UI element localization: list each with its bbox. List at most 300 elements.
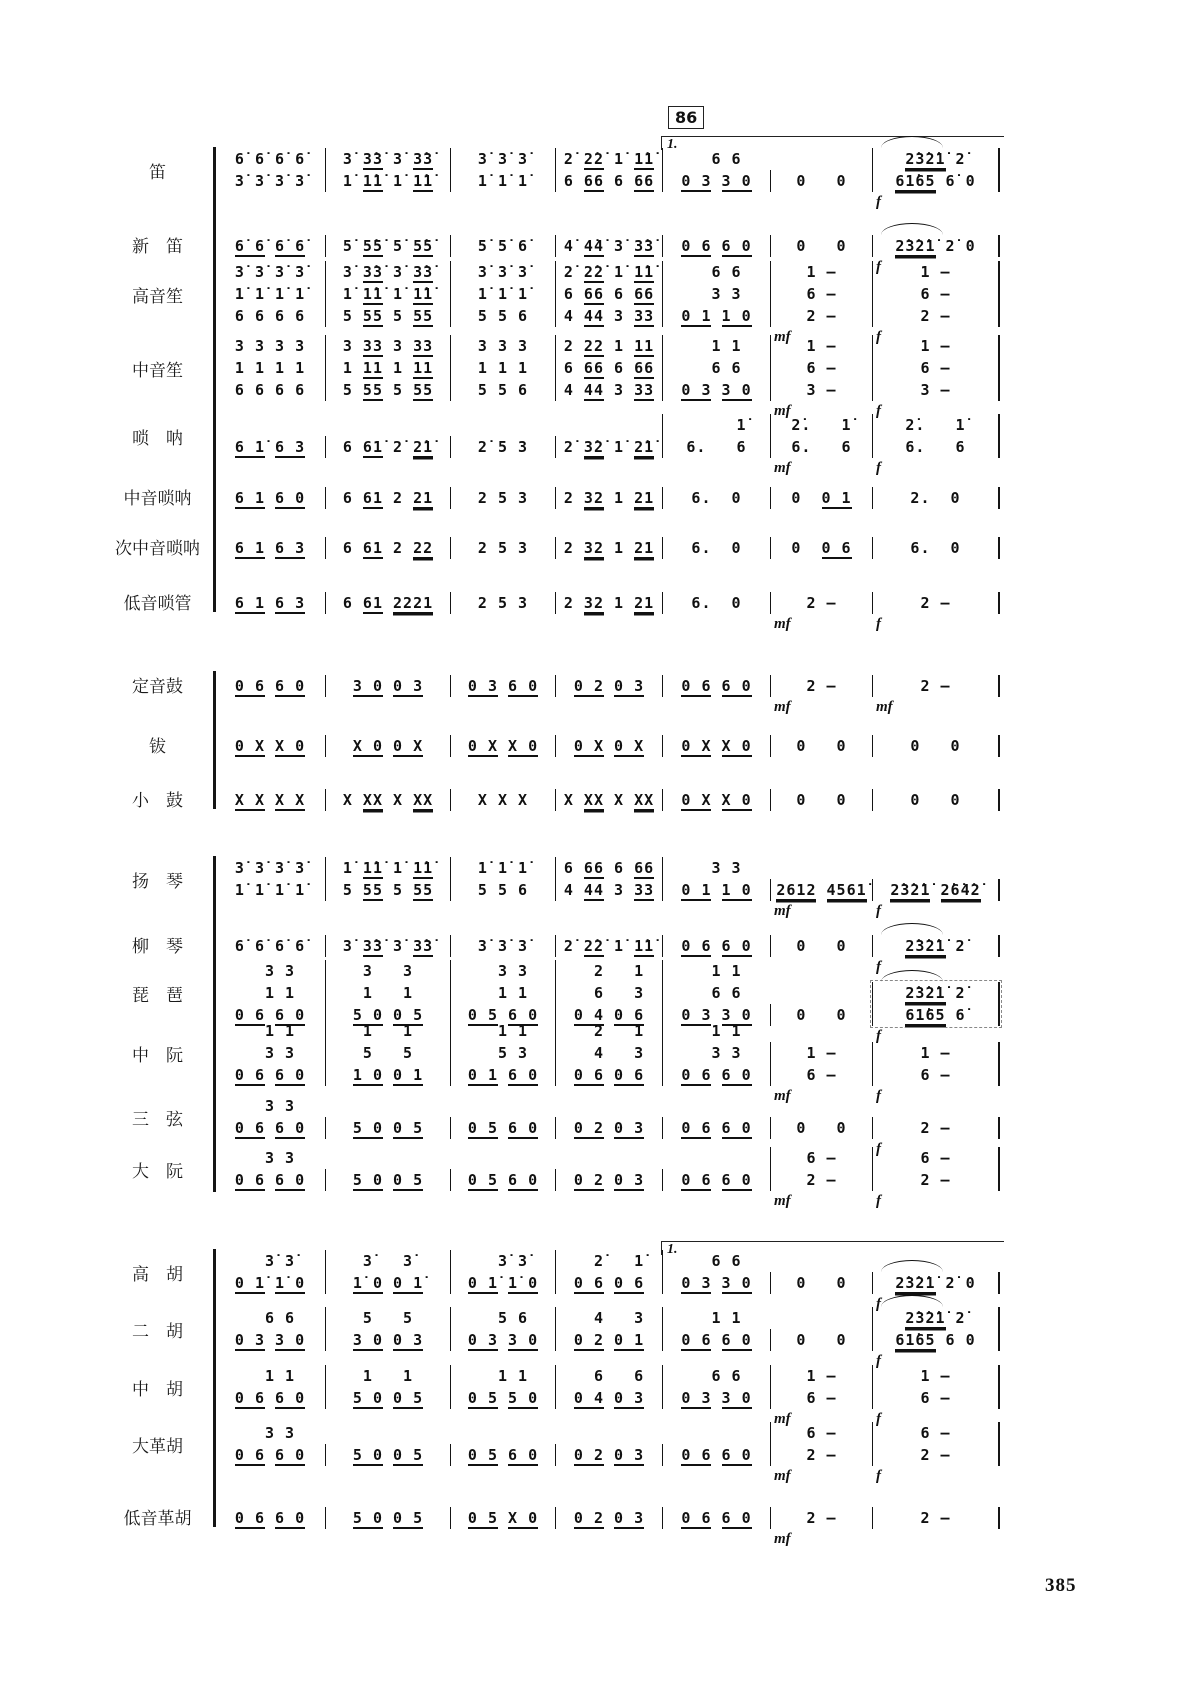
measure-cells xyxy=(215,1095,1000,1157)
notation-line: 0 0 1 xyxy=(791,489,852,507)
measure-cell xyxy=(325,592,450,614)
measure-cell xyxy=(555,1365,662,1409)
measure-cell xyxy=(770,170,872,192)
measure-cell xyxy=(450,436,555,458)
notation-line: 5 0 0 5 xyxy=(352,1509,424,1527)
notation-line: 3 3 xyxy=(691,285,742,303)
measure-cell xyxy=(450,935,555,957)
measure-cell xyxy=(325,1169,450,1191)
measure-cell xyxy=(770,487,872,509)
notation-line: 6 61 2221 xyxy=(342,594,434,612)
notation-line: 1 1 xyxy=(362,1367,414,1385)
dynamic-marking: f xyxy=(876,259,881,275)
instrument-label: 三 弦 xyxy=(132,1109,183,1129)
instrument-label: 笛 xyxy=(149,162,166,182)
dynamic-marking: f xyxy=(876,1028,881,1044)
notation-line: 6 — xyxy=(920,285,951,303)
dynamic-marking: mf xyxy=(774,903,791,919)
measure-cell xyxy=(555,487,662,509)
notation-line: 1 1 xyxy=(691,337,742,355)
dynamic-marking: f xyxy=(876,616,881,632)
notation-line: 1 — xyxy=(806,263,837,281)
notation-line: 3̇ 3̇3̇ 3̇ 3̇3̇ xyxy=(342,263,434,281)
notation-line: 5 6 xyxy=(477,1309,529,1327)
instrument-label: 中 阮 xyxy=(132,1045,183,1065)
notation-line: 4 44 3 33 xyxy=(563,381,655,399)
measure-cell xyxy=(215,436,325,458)
notation-line: 0 2 0 3 xyxy=(573,1171,645,1189)
notation-line: 2 5 3 xyxy=(477,594,529,612)
measure-cell xyxy=(662,1444,770,1466)
measure-cells xyxy=(215,1365,1000,1427)
notation-line: 1 1 xyxy=(244,1022,296,1040)
measure-cell xyxy=(325,1365,450,1409)
measure-cell xyxy=(770,592,872,632)
notation-line: 0 0 xyxy=(796,237,847,255)
measure-cell xyxy=(215,1307,325,1351)
measure-cell xyxy=(450,960,555,1026)
instrument-label: 柳 琴 xyxy=(132,937,183,956)
notation-line: 1 1 1 xyxy=(477,359,529,377)
notation-line: 0 6 0 6 xyxy=(573,1066,645,1084)
notation-line: 5 55 5 55 xyxy=(342,307,434,325)
notation-line: 0 3 3 0 xyxy=(681,172,752,190)
measure-cell xyxy=(325,537,450,559)
measure-cell xyxy=(450,148,555,192)
measure-cell xyxy=(325,1507,450,1529)
dynamic-marking: f xyxy=(876,1353,881,1369)
notation-line: 0 0 xyxy=(910,791,961,809)
dynamic-marking: mf xyxy=(774,460,791,476)
notation-line: 2 — xyxy=(920,1446,951,1464)
measure-cell xyxy=(662,735,770,757)
instrument-row xyxy=(0,1422,1200,1484)
notation-line: 1 1 xyxy=(477,984,529,1002)
notation-line: 6 66 6 66 xyxy=(563,359,655,377)
notation-line: 3̇ 3̇3̇ 3̇ 3̇3̇ xyxy=(342,937,434,955)
dynamic-marking: f xyxy=(876,403,881,419)
notation-line: 1̇ 1̇ 1̇ xyxy=(477,859,529,877)
notation-line: 0 6 6 0 xyxy=(234,1171,306,1189)
measure-cell xyxy=(555,335,662,401)
instrument-row xyxy=(0,261,1200,345)
notation-line: 0 5 6 0 xyxy=(467,1446,539,1464)
notation-line: 2 — xyxy=(806,307,837,325)
measure-cell xyxy=(555,1169,662,1191)
notation-line: 1 1 1 1 xyxy=(234,359,306,377)
notation-line: 5 0 0 5 xyxy=(352,1171,424,1189)
notation-line: 2 — xyxy=(920,1119,951,1137)
dynamic-marking: mf xyxy=(774,1468,791,1484)
notation-line: 0 3 3 0 xyxy=(681,1389,752,1407)
measure-cell xyxy=(662,857,770,901)
notation-line: 6 1 6 3 xyxy=(234,539,306,557)
notation-line: 3 3 xyxy=(244,962,296,980)
instrument-row xyxy=(0,672,1200,715)
notation-line: 1 1 xyxy=(244,1367,296,1385)
measure-cell xyxy=(215,487,325,509)
dynamic-marking: mf xyxy=(774,1193,791,1209)
notation-line: 0 2 0 3 xyxy=(573,1119,645,1137)
measure-cell xyxy=(555,1307,662,1351)
notation-line: 0 3 6 0 xyxy=(467,677,539,695)
measure-cell xyxy=(450,1507,555,1529)
measure-cells xyxy=(215,487,1000,509)
measure-cells xyxy=(215,735,1000,757)
measure-cell xyxy=(450,1117,555,1139)
measure-cell xyxy=(450,1307,555,1351)
notation-line: 1 1 xyxy=(244,984,296,1002)
notation-line: 2612 4561̇ xyxy=(776,881,867,899)
notation-line: 3̇ 3̇3̇ 3̇ 3̇3̇ xyxy=(342,150,434,168)
measure-cells xyxy=(215,960,1000,1044)
measure-cell xyxy=(662,414,770,458)
notation-line: 0 0 xyxy=(796,737,847,755)
notation-line: 6 — xyxy=(920,359,951,377)
notation-line: 6 6 xyxy=(691,984,742,1002)
notation-line: 1 1 xyxy=(691,1022,742,1040)
instrument-row xyxy=(0,148,1200,210)
measure-cell xyxy=(215,148,325,192)
notation-line: 6 61 2 21 xyxy=(342,489,434,507)
notation-line: 2̇ 5 3 xyxy=(477,438,529,456)
instrument-row xyxy=(0,1147,1200,1209)
measure-cell xyxy=(770,935,872,957)
notation-line: 5 55 5 55 xyxy=(342,381,434,399)
slur-arc xyxy=(881,1295,943,1307)
instrument-label: 琵 琶 xyxy=(132,985,183,1005)
measure-cell xyxy=(215,1365,325,1409)
notation-line: 6 — xyxy=(806,1149,837,1167)
instrument-label: 高音笙 xyxy=(132,286,183,306)
measure-cell xyxy=(450,592,555,614)
measure-cell xyxy=(450,235,555,257)
measure-cell xyxy=(872,1365,1000,1427)
measure-cell xyxy=(662,1117,770,1139)
measure-cell xyxy=(662,789,770,811)
measure-cells xyxy=(215,1147,1000,1209)
measure-cell xyxy=(450,487,555,509)
notation-line: 6 — xyxy=(920,1424,951,1442)
notation-line: 2 — xyxy=(920,1171,951,1189)
dynamic-marking: mf xyxy=(774,329,791,345)
dynamic-marking: mf xyxy=(876,699,893,715)
page-number: 385 xyxy=(1045,1575,1077,1596)
measure-cell xyxy=(662,1507,770,1529)
measure-cell xyxy=(872,235,1000,275)
notation-line: 6̇ 6̇ 6̇ 6̇ xyxy=(234,150,306,168)
dynamic-marking: f xyxy=(876,1141,881,1157)
instrument-row xyxy=(0,1250,1200,1312)
notation-line: 5 0 0 5 xyxy=(352,1446,424,1464)
instrument-label: 二 胡 xyxy=(132,1321,183,1341)
measure-cells xyxy=(215,1020,1000,1104)
notation-line: X X X xyxy=(477,791,529,809)
measure-cell xyxy=(555,235,662,257)
instrument-row xyxy=(0,335,1200,419)
measure-cell xyxy=(325,857,450,901)
notation-line: 0 6 6 0 xyxy=(681,677,752,695)
slur-arc xyxy=(881,923,943,935)
notation-line: 5̇ 5̇5̇ 5̇ 5̇5̇ xyxy=(342,237,434,255)
notation-line: 6. 0 xyxy=(691,539,742,557)
notation-line: 0 5 X 0 xyxy=(467,1509,539,1527)
measure-cell xyxy=(325,1444,450,1466)
measure-cell xyxy=(872,335,1000,419)
notation-line: 6 66 6 66 xyxy=(563,859,655,877)
instrument-label: 低音革胡 xyxy=(123,1509,192,1528)
notation-line: 3 3 3 xyxy=(477,337,529,355)
notation-line: 6 1 6 0 xyxy=(234,489,306,507)
notation-line: 2 1 xyxy=(573,1022,645,1040)
measure-cell xyxy=(770,235,872,257)
notation-line: 1 11 1 11 xyxy=(342,359,434,377)
measure-cell xyxy=(770,1507,872,1547)
dynamic-marking: f xyxy=(876,1296,881,1312)
notation-line: 3 33 3 33 xyxy=(342,337,434,355)
instrument-row xyxy=(0,589,1200,632)
measure-cell xyxy=(770,1147,872,1209)
measure-cell xyxy=(555,436,662,458)
measure-cell xyxy=(872,592,1000,632)
measure-cell xyxy=(662,1169,770,1191)
group-bracket xyxy=(213,856,216,1192)
measure-cell xyxy=(555,857,662,901)
measure-cell xyxy=(872,537,1000,559)
notation-line: 1 — xyxy=(920,263,951,281)
measure-cell xyxy=(325,261,450,327)
measure-cell xyxy=(215,857,325,901)
notation-line: 4 44 3 33 xyxy=(563,881,655,899)
measure-cell xyxy=(555,1250,662,1294)
notation-line: 6 6 xyxy=(691,150,742,168)
volta-label: 1. xyxy=(667,1242,678,1257)
measure-cell xyxy=(215,235,325,257)
notation-line: 0 4 0 6 xyxy=(573,1006,645,1024)
measure-cell xyxy=(215,1422,325,1466)
measure-cell xyxy=(215,1147,325,1191)
measure-cell xyxy=(872,1507,1000,1529)
notation-line: 6. 0 xyxy=(691,594,742,612)
measure-cell xyxy=(770,789,872,811)
measure-cell xyxy=(215,960,325,1026)
notation-line: 0 6 6 0 xyxy=(681,1331,752,1349)
notation-line: 0 6 6 0 xyxy=(681,1066,752,1084)
notation-line: 0 3 3 0 xyxy=(467,1331,539,1349)
notation-line: 6 — xyxy=(806,1424,837,1442)
measure-cell xyxy=(555,592,662,614)
group-bracket xyxy=(213,147,216,612)
notation-line: 6. 6 xyxy=(791,438,852,456)
instrument-label: 新 笛 xyxy=(132,237,183,256)
instrument-label: 高 胡 xyxy=(132,1264,183,1284)
notation-line: 6 6 xyxy=(244,1309,296,1327)
measure-cell xyxy=(215,1250,325,1294)
measure-cell xyxy=(872,487,1000,509)
measure-cell xyxy=(662,1250,770,1294)
notation-line: 5 0 0 5 xyxy=(352,1119,424,1137)
measure-cell xyxy=(770,335,872,419)
notation-line: 3 0 0 3 xyxy=(352,677,424,695)
notation-line: 1̇ xyxy=(686,416,747,434)
instrument-label: 中音笙 xyxy=(132,360,183,380)
notation-line: 0 4 0 3 xyxy=(573,1389,645,1407)
measure-cell xyxy=(215,592,325,614)
dynamic-marking: mf xyxy=(774,403,791,419)
notation-line: 6 — xyxy=(920,1066,951,1084)
notation-line: 0 X X 0 xyxy=(681,791,752,809)
measure-cells xyxy=(215,335,1000,419)
notation-line: 2 — xyxy=(806,1171,837,1189)
notation-line: 6. 0 xyxy=(691,489,742,507)
measure-cell xyxy=(325,1250,450,1294)
notation-line: 0 2 0 3 xyxy=(573,1509,645,1527)
notation-line: 2 5 3 xyxy=(477,489,529,507)
dynamic-marking: mf xyxy=(774,1088,791,1104)
measure-cell xyxy=(325,675,450,697)
group-bracket xyxy=(213,1249,216,1527)
slur-arc xyxy=(881,1260,943,1272)
instrument-row xyxy=(0,932,1200,975)
measure-cell xyxy=(770,537,872,559)
measure-cell xyxy=(662,935,770,957)
notation-line: 0 3 3 0 xyxy=(681,1274,752,1292)
measure-cell xyxy=(662,487,770,509)
measure-cell xyxy=(450,735,555,757)
notation-line: 1 1 xyxy=(691,1309,742,1327)
notation-line: 2̇ 2̇2̇ 1̇ 1̇1̇ xyxy=(563,150,655,168)
notation-line: X X X X xyxy=(234,791,306,809)
notation-line: 1̇ 1̇ 1̇ 1̇ xyxy=(234,285,306,303)
instrument-row xyxy=(0,414,1200,476)
notation-line: 5 5 xyxy=(362,1044,414,1062)
notation-line: 2 — xyxy=(920,677,951,695)
notation-line: 6 61 2 22 xyxy=(342,539,434,557)
notation-line: 1 — xyxy=(920,1044,951,1062)
notation-line: 0 1 1 0 xyxy=(681,307,752,325)
notation-line: 3 3 xyxy=(691,859,742,877)
measure-cell xyxy=(215,537,325,559)
instrument-label: 定音鼓 xyxy=(132,677,183,696)
notation-line: 0 5 6 0 xyxy=(467,1171,539,1189)
measure-cell xyxy=(215,261,325,327)
measure-cells xyxy=(215,675,1000,715)
group-bracket xyxy=(213,671,216,809)
notation-line: 6 — xyxy=(920,1389,951,1407)
measure-cell xyxy=(555,148,662,192)
notation-line: 6 66 6 66 xyxy=(563,285,655,303)
notation-line: 0 1̇ 1̇ 0 xyxy=(234,1274,306,1292)
measure-cell xyxy=(872,1422,1000,1484)
instrument-row xyxy=(0,1307,1200,1369)
measure-cell xyxy=(555,735,662,757)
notation-line: 0 5 6 0 xyxy=(467,1006,539,1024)
notation-line: 3 — xyxy=(920,381,951,399)
notation-line: 0 6 6 0 xyxy=(234,1119,306,1137)
dynamic-marking: mf xyxy=(774,699,791,715)
notation-line: 1 1 xyxy=(477,1367,529,1385)
notation-line: 0 6 6 0 xyxy=(234,1509,306,1527)
measure-cells xyxy=(215,414,1000,476)
measure-cell xyxy=(325,235,450,257)
notation-line: 0 0 xyxy=(796,1331,847,1349)
notation-line: 6̇ 6̇ 6̇ 6̇ xyxy=(234,237,306,255)
notation-line: 5 0 0 5 xyxy=(352,1389,424,1407)
measure-cell xyxy=(450,675,555,697)
measure-cell xyxy=(555,1117,662,1139)
measure-cell xyxy=(872,735,1000,757)
notation-line: 6 6 xyxy=(573,1367,645,1385)
notation-line: 2̇3̇2̇1̇ 2̇ 0 xyxy=(895,1274,976,1292)
notation-line: 0 6 6 0 xyxy=(681,937,752,955)
notation-line: 5 3 xyxy=(477,1044,529,1062)
measure-cell xyxy=(325,935,450,957)
notation-line: 2̇ 2̇2̇ 1̇ 1̇1̇ xyxy=(563,263,655,281)
notation-line: 6̇ 6̇ 6̇ 6̇ xyxy=(234,937,306,955)
notation-line: 3̇ 3̇ xyxy=(362,1252,414,1270)
notation-line: 1 — xyxy=(920,1367,951,1385)
dynamic-marking: f xyxy=(876,959,881,975)
instrument-label: 中音唢呐 xyxy=(123,489,192,508)
notation-line: 3̇ 3̇ xyxy=(244,1252,296,1270)
measure-cell xyxy=(770,879,872,919)
measure-cell xyxy=(872,261,1000,345)
notation-line: 1 1 xyxy=(691,962,742,980)
notation-line: 2̇3̇2̇1̇ 2̇ xyxy=(905,150,966,168)
instrument-row xyxy=(0,1095,1200,1157)
measure-cell xyxy=(450,1250,555,1294)
notation-line: X XX X XX xyxy=(563,791,655,809)
notation-line: 1̇ 1̇1̇ 1̇ 1̇1̇ xyxy=(342,285,434,303)
notation-line: 2 22 1 11 xyxy=(563,337,655,355)
measure-cell xyxy=(555,1507,662,1529)
instrument-row xyxy=(0,1365,1200,1427)
notation-line: 0 1 6 0 xyxy=(467,1066,539,1084)
dynamic-marking: f xyxy=(876,1468,881,1484)
measure-cell xyxy=(770,414,872,476)
notation-line: 6 61̇ 2̇ 2̇1̇ xyxy=(342,438,434,456)
notation-line: 3̇ 3̇ 3̇ xyxy=(477,937,529,955)
measure-cell xyxy=(872,935,1000,975)
measure-cell xyxy=(450,1444,555,1466)
measure-cell xyxy=(325,1117,450,1139)
measure-cell xyxy=(770,1329,872,1351)
notation-line: 0 6 6 0 xyxy=(681,1446,752,1464)
measure-cell xyxy=(770,1422,872,1484)
notation-line: 2̇. 1̇ xyxy=(905,416,966,434)
notation-line: 6 — xyxy=(806,285,837,303)
notation-line: 2 5 3 xyxy=(477,539,529,557)
notation-line: 3 3 xyxy=(244,1097,296,1115)
notation-line: 3 3 xyxy=(477,962,529,980)
notation-line: 6 6 6 6 xyxy=(234,307,306,325)
measure-cells xyxy=(215,935,1000,975)
instrument-label: 扬 琴 xyxy=(132,871,183,891)
notation-line: 3̇ 3̇ 3̇ 3̇ xyxy=(234,859,306,877)
notation-line: 0 3 3 0 xyxy=(681,1006,752,1024)
measure-cell xyxy=(325,1020,450,1086)
notation-line: 3̇ 3̇ xyxy=(477,1252,529,1270)
measure-cell xyxy=(872,789,1000,811)
measure-cell xyxy=(662,537,770,559)
notation-line: 2̇3̇2̇1̇ 2̇ xyxy=(905,984,966,1002)
notation-line: 1 1 xyxy=(362,984,414,1002)
measure-cell xyxy=(662,1365,770,1409)
notation-line: 0 X X 0 xyxy=(681,737,752,755)
instrument-row xyxy=(0,786,1200,811)
notation-line: 0 1̇ 1̇ 0 xyxy=(467,1274,539,1292)
measure-cells xyxy=(215,1307,1000,1369)
